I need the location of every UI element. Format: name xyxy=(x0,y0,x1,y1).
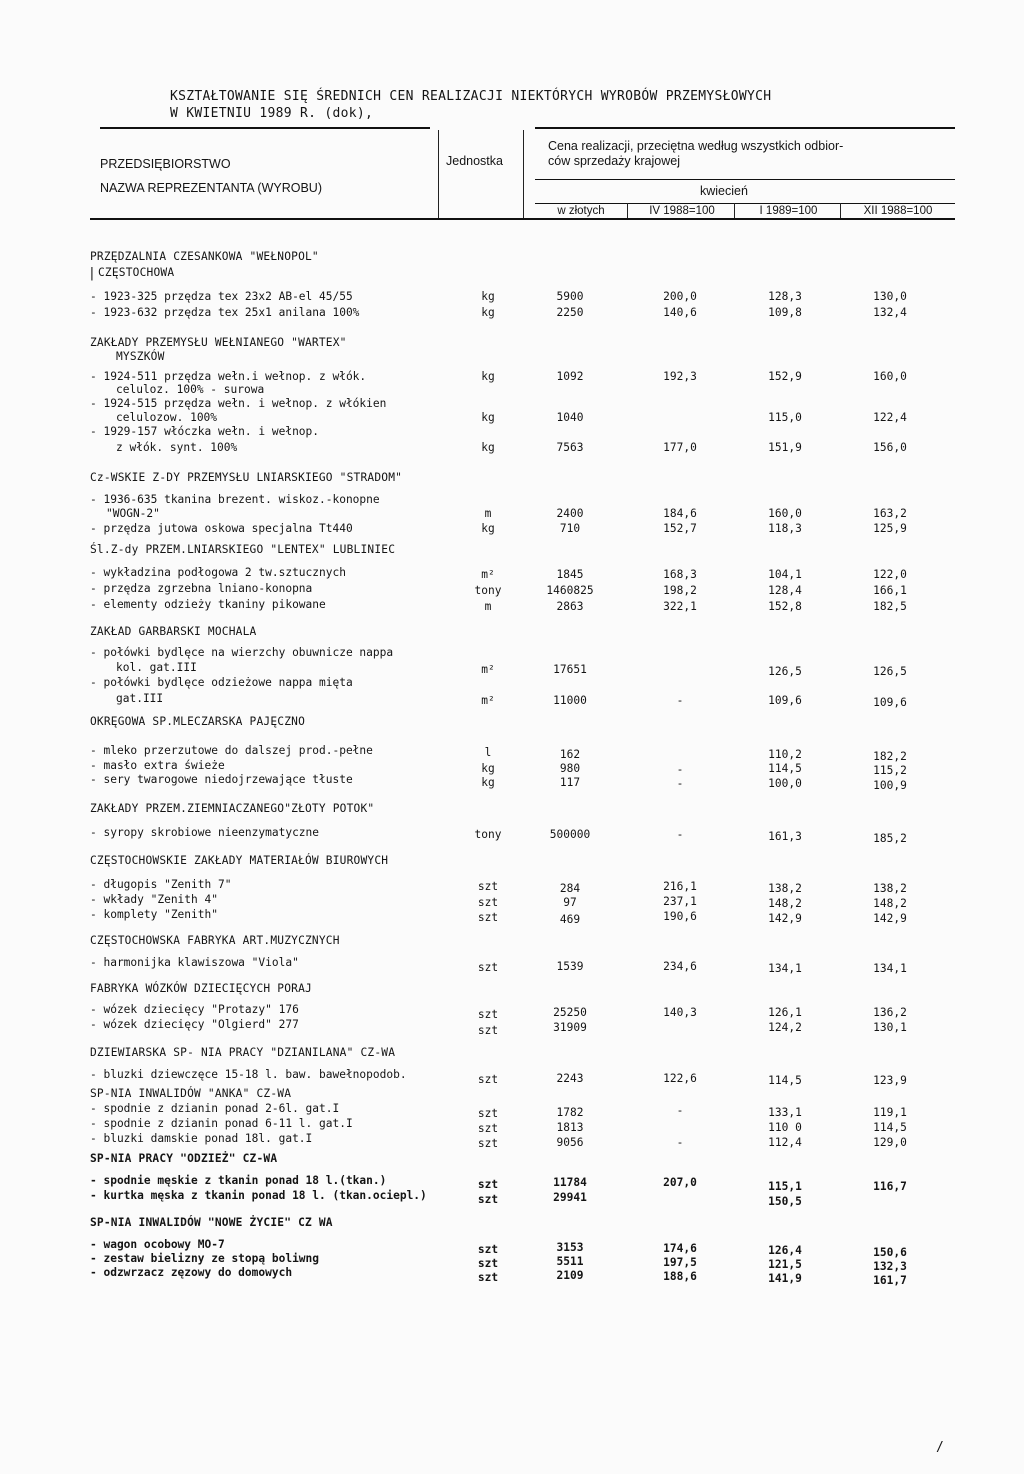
header-divider-1 xyxy=(438,130,439,218)
item-unit: szt xyxy=(477,911,499,924)
item-name: - spodnie z dzianin ponad 2-6l. gat.I xyxy=(90,1102,340,1115)
item-index-apr88: - xyxy=(676,694,684,707)
item-index-apr88: - xyxy=(676,777,684,790)
item-index-jan89: 110 0 xyxy=(768,1121,802,1134)
item-index-jan89: 161,3 xyxy=(768,830,802,843)
item-index-dec88: 185,2 xyxy=(873,832,907,845)
item-index-apr88: 177,0 xyxy=(663,441,697,454)
item-unit: szt xyxy=(477,1193,499,1206)
item-name: - wózek dziecięcy "Protazy" 176 xyxy=(90,1003,299,1016)
item-name: - 1936-635 tkanina brezent. wiskoz.-konopne xyxy=(90,493,380,506)
item-index-jan89: 141,9 xyxy=(768,1272,802,1285)
item-value: 97 xyxy=(563,896,577,909)
page-title: KSZTAŁTOWANIE SIĘ ŚREDNICH CEN REALIZACJI NIEKTÓRYCH WYROBÓW PRZEMYSŁOWYCH xyxy=(170,89,772,104)
item-unit: tony xyxy=(474,584,502,597)
item-index-jan89: 128,3 xyxy=(768,290,802,303)
item-name: - elementy odzieży tkaniny pikowane xyxy=(90,598,326,611)
item-index-jan89: 115,0 xyxy=(768,411,802,424)
item-name: - wykładzina podłogowa 2 tw.sztucznych xyxy=(90,566,346,579)
item-value: 17651 xyxy=(553,663,587,676)
item-unit: kg xyxy=(481,441,495,454)
item-index-dec88: 109,6 xyxy=(873,696,907,709)
header-col-zloty: w złotych xyxy=(557,205,605,217)
item-name: - harmonijka klawiszowa "Viola" xyxy=(90,956,299,969)
header-rule-right xyxy=(535,127,955,129)
item-unit: m xyxy=(484,600,492,613)
item-index-apr88: - xyxy=(676,828,684,841)
item-unit: kg xyxy=(481,290,495,303)
item-index-jan89: 115,1 xyxy=(768,1180,802,1193)
item-value: 469 xyxy=(559,913,581,926)
header-divider-5 xyxy=(840,203,841,218)
item-value: 500000 xyxy=(549,828,591,841)
item-value: 162 xyxy=(559,748,581,761)
item-value: 284 xyxy=(559,882,581,895)
item-unit: szt xyxy=(477,896,499,909)
item-index-jan89: 124,2 xyxy=(768,1021,802,1034)
item-unit: szt xyxy=(477,1271,499,1284)
item-index-dec88: 122,4 xyxy=(873,411,907,424)
margin-slash: / xyxy=(936,1440,944,1455)
item-index-dec88: 130,1 xyxy=(873,1021,907,1034)
item-index-jan89: 134,1 xyxy=(768,962,802,975)
header-rule-cols xyxy=(535,203,955,204)
item-unit: m² xyxy=(481,568,495,581)
item-value: 117 xyxy=(559,776,581,789)
item-name: - kurtka męska z tkanin ponad 18 l. (tkan.ociepl.) xyxy=(90,1189,427,1202)
item-unit: szt xyxy=(477,1137,499,1150)
item-name: celulozow. 100% xyxy=(116,411,218,424)
item-name: - przędza zgrzebna lniano-konopna xyxy=(90,582,313,595)
item-index-dec88: 122,0 xyxy=(873,568,907,581)
item-index-apr88: 152,7 xyxy=(663,522,697,535)
margin-mark: | xyxy=(88,266,96,281)
item-index-apr88: - xyxy=(676,1136,684,1149)
item-index-jan89: 110,2 xyxy=(768,748,802,761)
item-unit: l xyxy=(484,746,492,759)
item-value: 1460825 xyxy=(546,584,594,597)
item-index-dec88: 182,5 xyxy=(873,600,907,613)
item-index-dec88: 134,1 xyxy=(873,962,907,975)
item-name: - 1924-515 przędza wełn. i wełnop. z włókien xyxy=(90,397,387,410)
item-unit: kg xyxy=(481,522,495,535)
item-name: - sery twarogowe niedojrzewające tłuste xyxy=(90,773,353,786)
header-rule-left xyxy=(100,127,430,129)
header-divider-2 xyxy=(523,130,524,218)
item-index-dec88: 123,9 xyxy=(873,1074,907,1087)
item-index-jan89: 126,4 xyxy=(768,1244,802,1257)
section-title: CZĘSTOCHOWSKA FABRYKA ART.MUZYCZNYCH xyxy=(90,934,340,947)
item-index-jan89: 112,4 xyxy=(768,1136,802,1149)
section-title: ZAKŁAD GARBARSKI MOCHALA xyxy=(90,625,257,638)
item-value: 1845 xyxy=(556,568,584,581)
item-index-dec88: 160,0 xyxy=(873,370,907,383)
item-index-dec88: 156,0 xyxy=(873,441,907,454)
header-price-line1: Cena realizacji, przeciętna według wszystkich odbior- xyxy=(548,139,844,153)
item-index-dec88: 119,1 xyxy=(873,1106,907,1119)
item-unit: szt xyxy=(477,1257,499,1270)
section-title: PRZĘDZALNIA CZESANKOWA "WEŁNOPOL" xyxy=(90,250,319,263)
header-enterprise: PRZEDSIĘBIORSTWO xyxy=(100,157,231,171)
item-index-dec88: 130,0 xyxy=(873,290,907,303)
item-index-jan89: 126,5 xyxy=(768,665,802,678)
item-unit: kg xyxy=(481,762,495,775)
item-index-dec88: 129,0 xyxy=(873,1136,907,1149)
item-unit: m² xyxy=(481,663,495,676)
item-index-apr88: 190,6 xyxy=(663,910,697,923)
item-index-apr88: 192,3 xyxy=(663,370,697,383)
item-value: 1092 xyxy=(556,370,584,383)
item-index-jan89: 128,4 xyxy=(768,584,802,597)
section-title: SP-NIA INWALIDÓW "NOWE ŻYCIE" CZ WA xyxy=(90,1216,333,1229)
item-index-dec88: 142,9 xyxy=(873,912,907,925)
item-index-dec88: 125,9 xyxy=(873,522,907,535)
item-name: celuloz. 100% - surowa xyxy=(116,383,265,396)
item-index-apr88: 122,6 xyxy=(663,1072,697,1085)
item-name: kol. gat.III xyxy=(116,661,197,674)
item-name: - 1929-157 włóczka wełn. i wełnop. xyxy=(90,425,320,438)
item-value: 1040 xyxy=(556,411,584,424)
item-index-dec88: 182,2 xyxy=(873,750,907,763)
item-index-jan89: 118,3 xyxy=(768,522,802,535)
header-unit: Jednostka xyxy=(446,154,503,168)
item-index-apr88: 140,3 xyxy=(663,1006,697,1019)
item-name: - przędza jutowa oskowa specjalna Tt440 xyxy=(90,522,353,535)
item-unit: kg xyxy=(481,411,495,424)
item-value: 1539 xyxy=(556,960,584,973)
item-index-jan89: 109,6 xyxy=(768,694,802,707)
header-month: kwiecień xyxy=(700,184,748,198)
header-product: NAZWA REPREZENTANTA (WYROBU) xyxy=(100,181,322,195)
section-title: MYSZKÓW xyxy=(116,350,165,363)
item-name: - zestaw bielizny ze stopą boliwng xyxy=(90,1252,320,1265)
item-index-dec88: 166,1 xyxy=(873,584,907,597)
item-index-jan89: 133,1 xyxy=(768,1106,802,1119)
header-divider-4 xyxy=(734,203,735,218)
item-unit: kg xyxy=(481,370,495,383)
item-name: - wagon ocobowy MO-7 xyxy=(90,1238,225,1251)
item-name: - 1924-511 przędza wełn.i wełnop. z włók. xyxy=(90,370,367,383)
item-index-apr88: 322,1 xyxy=(663,600,697,613)
item-name: - połówki bydlęce odzieżowe nappa mięta xyxy=(90,676,353,689)
item-value: 2243 xyxy=(556,1072,584,1085)
item-value: 5511 xyxy=(556,1255,584,1268)
item-index-jan89: 138,2 xyxy=(768,882,802,895)
section-title: SP-NIA PRACY "ODZIEŻ" CZ-WA xyxy=(90,1152,278,1165)
item-name: z włók. synt. 100% xyxy=(116,441,238,454)
item-index-jan89: 109,8 xyxy=(768,306,802,319)
item-value: 9056 xyxy=(556,1136,584,1149)
item-index-jan89: 148,2 xyxy=(768,897,802,910)
header-rule-bottom xyxy=(90,218,955,220)
item-unit: szt xyxy=(477,1107,499,1120)
item-name: - odzwrzacz zęzowy do domowych xyxy=(90,1266,293,1279)
section-title: ZAKŁADY PRZEMYSŁU WEŁNIANEGO "WARTEX" xyxy=(90,336,347,349)
item-index-apr88: 197,5 xyxy=(663,1256,697,1269)
item-index-apr88: 184,6 xyxy=(663,507,697,520)
item-value: 1813 xyxy=(556,1121,584,1134)
item-name: - wkłady "Zenith 4" xyxy=(90,893,218,906)
item-index-apr88: - xyxy=(676,763,684,776)
item-index-apr88: 237,1 xyxy=(663,895,697,908)
item-value: 29941 xyxy=(553,1191,587,1204)
section-title: SP-NIA INWALIDÓW "ANKA" CZ-WA xyxy=(90,1087,292,1100)
item-value: 7563 xyxy=(556,441,584,454)
item-index-dec88: 126,5 xyxy=(873,665,907,678)
item-name: - spodnie z dzianin ponad 6-11 l. gat.I xyxy=(90,1117,353,1130)
item-index-dec88: 114,5 xyxy=(873,1121,907,1134)
item-index-jan89: 121,5 xyxy=(768,1258,802,1271)
item-unit: szt xyxy=(477,1122,499,1135)
header-col-apr88: IV 1988=100 xyxy=(649,205,715,217)
item-index-dec88: 116,7 xyxy=(873,1180,907,1193)
item-index-jan89: 126,1 xyxy=(768,1006,802,1019)
section-title: DZIEWIARSKA SP- NIA PRACY "DZIANILANA" CZ-WA xyxy=(90,1046,396,1059)
item-name: - komplety "Zenith" xyxy=(90,908,218,921)
item-index-apr88: 207,0 xyxy=(663,1176,697,1189)
item-index-jan89: 104,1 xyxy=(768,568,802,581)
section-title: CZĘSTOCHOWA xyxy=(98,266,175,279)
item-unit: szt xyxy=(477,1008,499,1021)
item-index-dec88: 132,3 xyxy=(873,1260,907,1273)
item-index-jan89: 152,9 xyxy=(768,370,802,383)
item-index-dec88: 115,2 xyxy=(873,764,907,777)
section-title: ZAKŁADY PRZEM.ZIEMNIACZANEGO"ZŁOTY POTOK" xyxy=(90,802,375,815)
header-col-dec88: XII 1988=100 xyxy=(863,205,933,217)
item-name: - spodnie męskie z tkanin ponad 18 l.(tkan.) xyxy=(90,1174,387,1187)
item-unit: m² xyxy=(481,694,495,707)
item-value: 11000 xyxy=(553,694,587,707)
item-index-apr88: 168,3 xyxy=(663,568,697,581)
item-unit: tony xyxy=(474,828,502,841)
page-subtitle: W KWIETNIU 1989 R. (dok), xyxy=(170,106,374,121)
item-name: - masło extra świeże xyxy=(90,759,225,772)
item-name: "WOGN-2" xyxy=(106,507,160,520)
section-title: OKRĘGOWA SP.MLECZARSKA PAJĘCZNO xyxy=(90,715,305,728)
item-unit: kg xyxy=(481,306,495,319)
item-index-jan89: 100,0 xyxy=(768,777,802,790)
item-index-jan89: 142,9 xyxy=(768,912,802,925)
item-index-dec88: 136,2 xyxy=(873,1006,907,1019)
item-index-dec88: 148,2 xyxy=(873,897,907,910)
item-value: 5900 xyxy=(556,290,584,303)
item-unit: szt xyxy=(477,880,499,893)
item-unit: szt xyxy=(477,1178,499,1191)
item-value: 25250 xyxy=(553,1006,587,1019)
header-rule-month xyxy=(535,179,955,180)
item-name: - bluzki dziewczęce 15-18 l. baw. bawełnopodob. xyxy=(90,1068,407,1081)
item-index-apr88: 216,1 xyxy=(663,880,697,893)
item-index-apr88: 234,6 xyxy=(663,960,697,973)
item-name: - połówki bydlęce na wierzchy obuwnicze nappa xyxy=(90,646,394,659)
item-index-dec88: 100,9 xyxy=(873,779,907,792)
item-unit: szt xyxy=(477,1243,499,1256)
item-index-apr88: - xyxy=(676,1104,684,1117)
item-value: 1782 xyxy=(556,1106,584,1119)
item-index-apr88: 188,6 xyxy=(663,1270,697,1283)
item-index-apr88: 174,6 xyxy=(663,1242,697,1255)
item-name: - wózek dziecięcy "Olgierd" 277 xyxy=(90,1018,299,1031)
item-name: - bluzki damskie ponad 18l. gat.I xyxy=(90,1132,313,1145)
item-index-dec88: 161,7 xyxy=(873,1274,907,1287)
item-value: 2400 xyxy=(556,507,584,520)
header-divider-3 xyxy=(627,203,628,218)
section-title: Cz-WSKIE Z-DY PRZEMYSŁU LNIARSKIEGO "STRADOM" xyxy=(90,471,403,484)
item-index-apr88: 200,0 xyxy=(663,290,697,303)
item-value: 11784 xyxy=(553,1176,587,1189)
item-value: 980 xyxy=(559,762,581,775)
item-index-jan89: 150,5 xyxy=(768,1195,802,1208)
item-name: - mleko przerzutowe do dalszej prod.-pełne xyxy=(90,744,373,757)
item-value: 710 xyxy=(559,522,581,535)
item-index-jan89: 151,9 xyxy=(768,441,802,454)
item-index-jan89: 152,8 xyxy=(768,600,802,613)
item-index-dec88: 132,4 xyxy=(873,306,907,319)
item-value: 2250 xyxy=(556,306,584,319)
item-unit: kg xyxy=(481,776,495,789)
section-title: CZĘSTOCHOWSKIE ZAKŁADY MATERIAŁÓW BIUROWYCH xyxy=(90,854,389,867)
item-name: - 1923-325 przędza tex 23x2 AB-el 45/55 xyxy=(90,290,353,303)
item-index-jan89: 114,5 xyxy=(768,1074,802,1087)
item-index-apr88: 140,6 xyxy=(663,306,697,319)
item-index-jan89: 160,0 xyxy=(768,507,802,520)
item-name: - 1923-632 przędza tex 25x1 anilana 100% xyxy=(90,306,360,319)
item-value: 31909 xyxy=(553,1021,587,1034)
item-index-dec88: 163,2 xyxy=(873,507,907,520)
section-title: Śl.Z-dy PRZEM.LNIARSKIEGO "LENTEX" LUBLINIEC xyxy=(90,543,396,556)
item-index-jan89: 114,5 xyxy=(768,762,802,775)
section-title: FABRYKA WÓZKÓW DZIECIĘCYCH PORAJ xyxy=(90,982,312,995)
item-value: 2109 xyxy=(556,1269,584,1282)
item-unit: szt xyxy=(477,961,499,974)
item-unit: szt xyxy=(477,1024,499,1037)
item-name: gat.III xyxy=(116,692,164,705)
item-unit: szt xyxy=(477,1073,499,1086)
item-index-dec88: 150,6 xyxy=(873,1246,907,1259)
item-index-apr88: 198,2 xyxy=(663,584,697,597)
header-price-line2: ców sprzedaży krajowej xyxy=(548,154,680,168)
item-index-dec88: 138,2 xyxy=(873,882,907,895)
item-unit: m xyxy=(484,507,492,520)
item-name: - długopis "Zenith 7" xyxy=(90,878,232,891)
item-name: - syropy skrobiowe nieenzymatyczne xyxy=(90,826,320,839)
item-value: 2863 xyxy=(556,600,584,613)
item-value: 3153 xyxy=(556,1241,584,1254)
header-col-jan89: I 1989=100 xyxy=(759,205,818,217)
